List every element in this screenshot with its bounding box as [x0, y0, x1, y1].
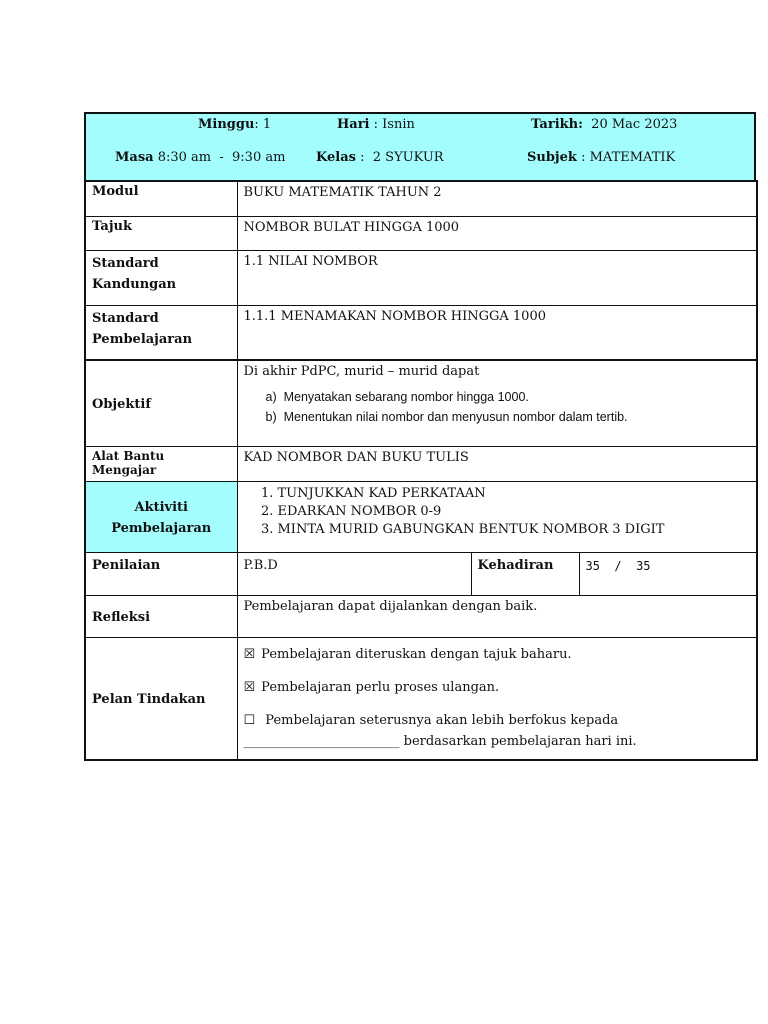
abm-row	[85, 446, 757, 481]
pelan-row	[85, 637, 757, 760]
hari-field	[337, 117, 415, 132]
aktiviti-list	[244, 485, 751, 539]
aktiviti-item: 3. MINTA MURID GABUNGKAN BENTUK NOMBOR 3 DIGIT	[278, 521, 751, 539]
objektif-item-text: Menentukan nilai nombor dan menyusun nombor dalam tertib.	[283, 410, 628, 424]
tarikh-label: Tarikh:	[531, 117, 583, 132]
objektif-intro: Di akhir PdPC, murid – murid dapat	[243, 364, 480, 379]
minggu-value: : 1	[254, 117, 272, 132]
standard-pembelajaran-value: 1.1.1 MENAMAKAN NOMBOR HINGGA 1000	[237, 305, 757, 360]
aktiviti-label-line2: Pembelajaran	[111, 520, 212, 536]
standard-kandungan-value: 1.1 NILAI NOMBOR	[237, 250, 757, 305]
objektif-value	[237, 360, 757, 446]
kehadiran-value: 35 / 35	[579, 552, 757, 595]
masa-value: 8:30 am - 9:30 am	[157, 150, 286, 165]
masa-label: Masa	[115, 150, 154, 165]
lesson-plan-sheet	[84, 112, 756, 761]
tajuk-row	[85, 216, 757, 250]
aktiviti-label-line1: Aktiviti	[134, 499, 188, 515]
pelan-last-line: ________________________ berdasarkan pembelajaran hari ini.	[243, 733, 637, 749]
objektif-item	[266, 387, 751, 407]
pelan-item-text: Pembelajaran diteruskan dengan tajuk baharu.	[261, 646, 572, 662]
standard-pembelajaran-label-line1: Standard	[92, 310, 159, 326]
minggu-label: Minggu	[198, 117, 255, 132]
masa-field	[115, 150, 285, 165]
kelas-field	[316, 150, 444, 165]
kelas-label: Kelas	[316, 150, 356, 165]
aktiviti-item: 2. EDARKAN NOMBOR 0-9	[278, 503, 751, 521]
objektif-item-text: Menyatakan sebarang nombor hingga 1000.	[283, 390, 529, 404]
aktiviti-item: 1. TUNJUKKAN KAD PERKATAAN	[278, 485, 751, 503]
standard-pembelajaran-label-line2: Pembelajaran	[92, 331, 193, 347]
penilaian-row	[85, 552, 757, 595]
modul-value: BUKU MATEMATIK TAHUN 2	[237, 181, 757, 216]
pelan-item	[244, 638, 751, 671]
modul-label: Modul	[85, 181, 237, 216]
refleksi-value: Pembelajaran dapat dijalankan dengan baik.	[237, 595, 757, 637]
aktiviti-value	[237, 481, 757, 552]
penilaian-label: Penilaian	[85, 552, 237, 595]
tajuk-label: Tajuk	[85, 216, 237, 250]
kehadiran-label: Kehadiran	[471, 552, 579, 595]
lesson-header	[84, 112, 756, 180]
subjek-value: : MATEMATIK	[581, 150, 676, 165]
checked-box-icon: ☒	[243, 679, 256, 695]
empty-box-icon: ☐	[243, 712, 256, 728]
kelas-value: : 2 SYUKUR	[360, 150, 444, 165]
standard-kandungan-label	[85, 250, 237, 305]
refleksi-label: Refleksi	[85, 595, 237, 637]
objektif-item	[266, 407, 751, 427]
objektif-row	[85, 360, 757, 446]
penilaian-value: P.B.D	[237, 552, 471, 595]
abm-value: KAD NOMBOR DAN BUKU TULIS	[237, 446, 757, 481]
pelan-item	[244, 710, 751, 731]
modul-row	[85, 181, 757, 216]
aktiviti-row	[85, 481, 757, 552]
objektif-label: Objektif	[85, 360, 237, 446]
standard-kandungan-label-line1: Standard	[92, 255, 159, 271]
objektif-item-marker: b)	[265, 410, 277, 424]
aktiviti-label	[85, 481, 237, 552]
standard-kandungan-label-line2: Kandungan	[92, 276, 177, 292]
hari-label: Hari	[337, 117, 370, 132]
checked-box-icon: ☒	[243, 646, 256, 662]
pelan-value	[237, 637, 757, 760]
pelan-item-text: Pembelajaran seterusnya akan lebih berfokus kepada	[261, 712, 619, 728]
refleksi-row	[85, 595, 757, 637]
hari-value: : Isnin	[373, 117, 415, 132]
standard-kandungan-row	[85, 250, 757, 305]
minggu-field	[198, 117, 271, 132]
standard-pembelajaran-row	[85, 305, 757, 360]
tajuk-value: NOMBOR BULAT HINGGA 1000	[237, 216, 757, 250]
subjek-field	[527, 150, 675, 165]
tarikh-value: 20 Mac 2023	[591, 117, 678, 132]
tarikh-field	[531, 117, 677, 132]
standard-pembelajaran-label	[85, 305, 237, 360]
objektif-list	[266, 387, 751, 427]
lesson-plan-table	[84, 180, 758, 761]
pelan-item	[244, 671, 751, 704]
abm-label: Alat Bantu Mengajar	[85, 446, 237, 481]
subjek-label: Subjek	[527, 150, 577, 165]
pelan-label: Pelan Tindakan	[85, 637, 237, 760]
pelan-item-text: Pembelajaran perlu proses ulangan.	[261, 679, 500, 695]
objektif-item-marker: a)	[265, 390, 277, 404]
